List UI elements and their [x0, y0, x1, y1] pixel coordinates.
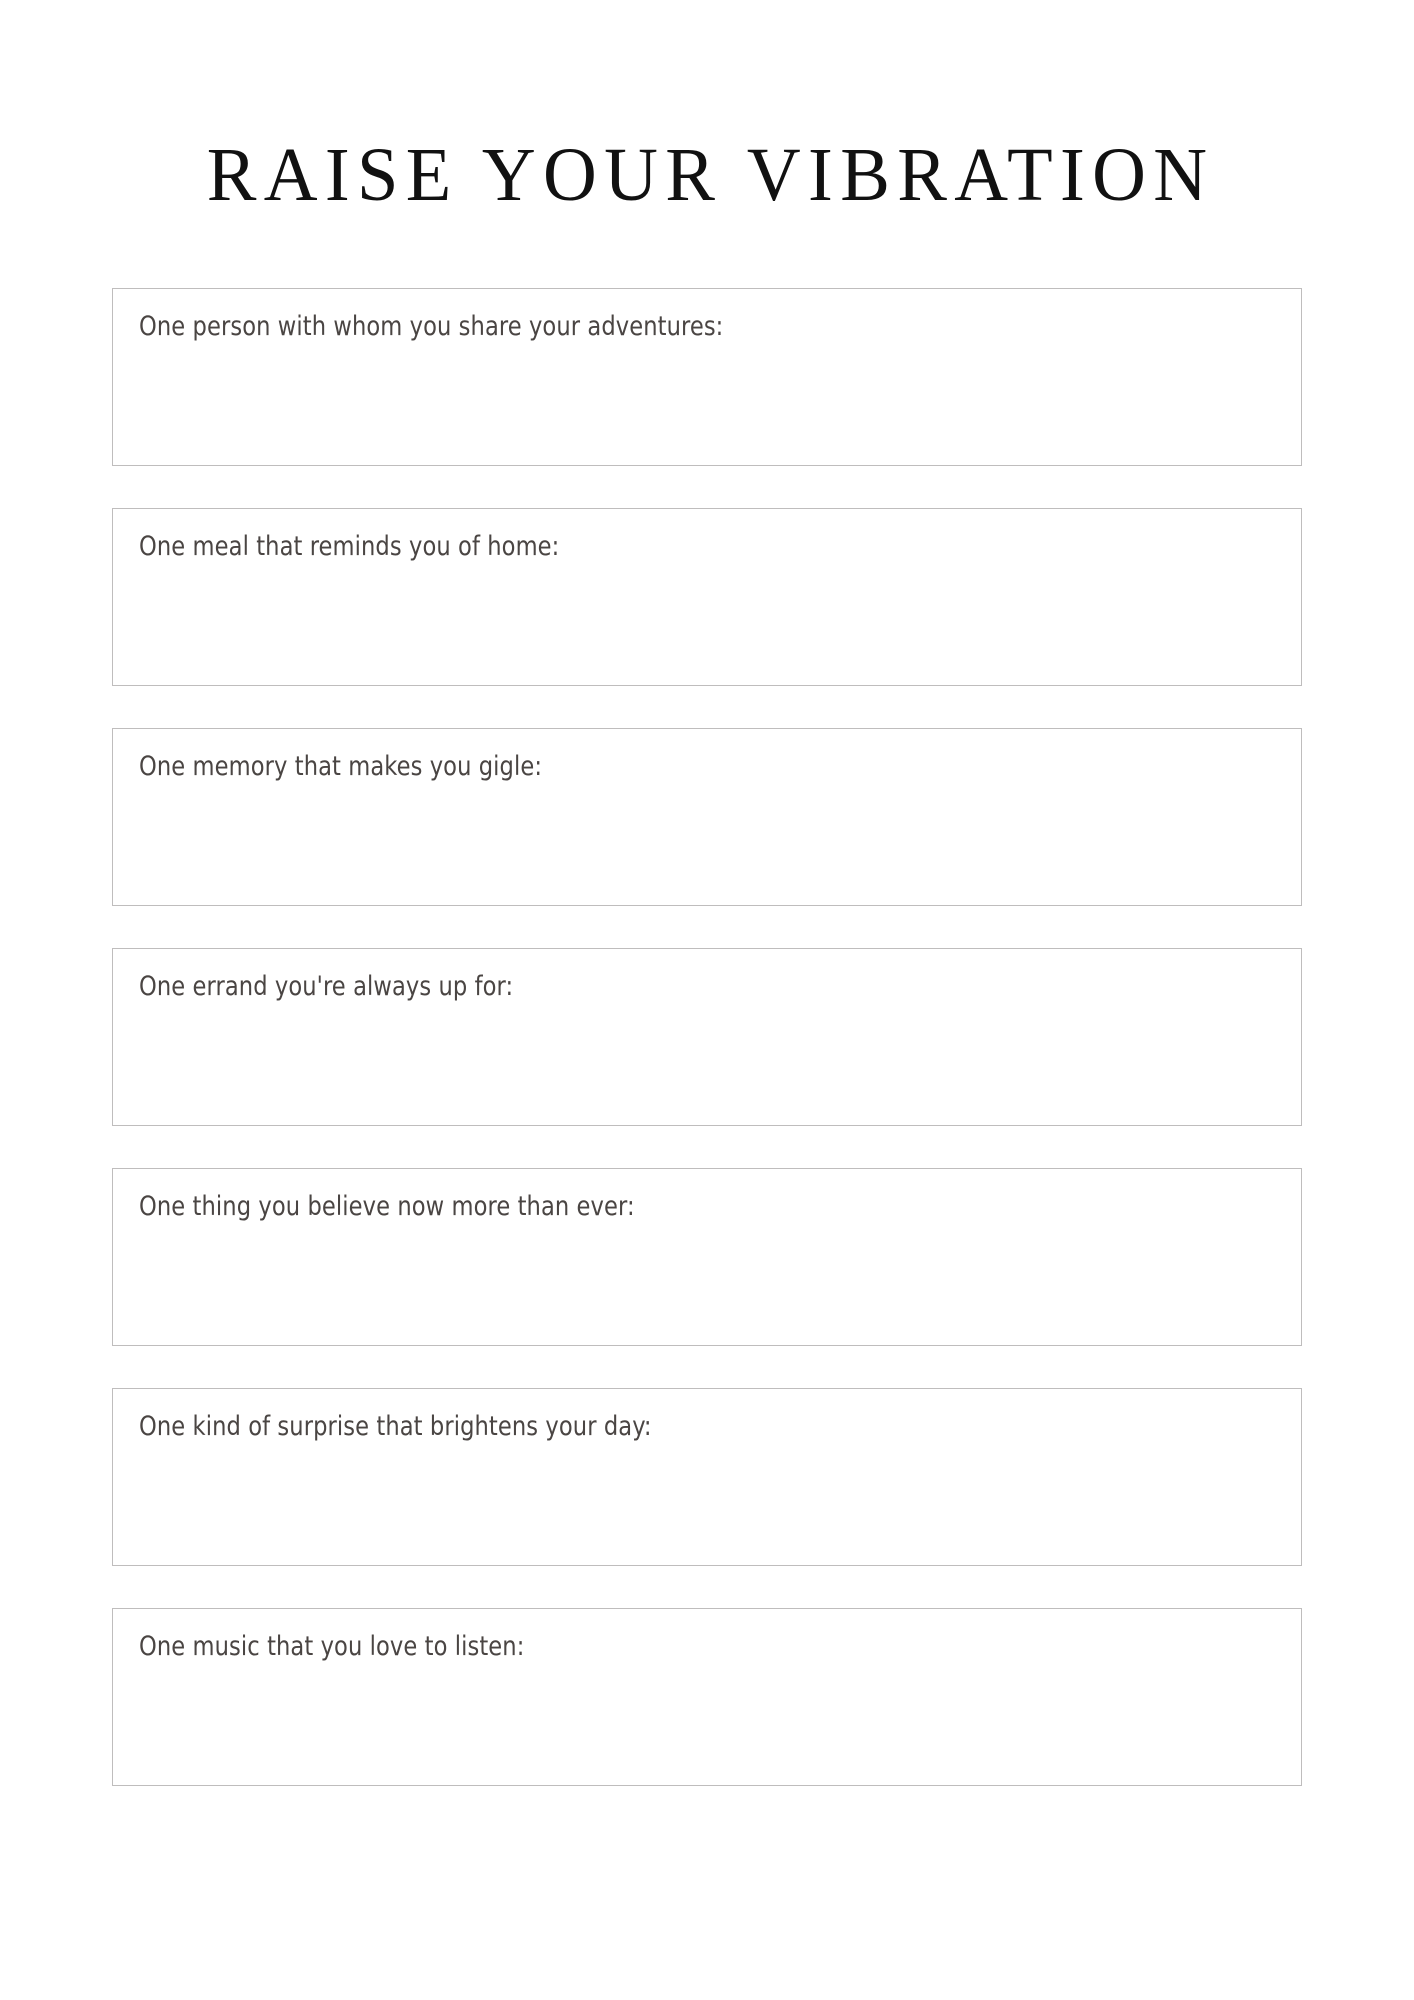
- answer-input[interactable]: [139, 1451, 1281, 1555]
- page-title-container: [0, 86, 1414, 264]
- prompt-label: One thing you believe now more than ever:: [139, 1191, 635, 1222]
- prompt-box[interactable]: [112, 728, 1302, 906]
- page-title: RAISE YOUR VIBRATION: [206, 132, 1215, 217]
- answer-input[interactable]: [139, 791, 1281, 895]
- prompt-box[interactable]: [112, 508, 1302, 686]
- prompt-box[interactable]: [112, 1168, 1302, 1346]
- prompt-label: One kind of surprise that brightens your day:: [139, 1411, 652, 1442]
- prompt-list: [112, 288, 1302, 1786]
- answer-input[interactable]: [139, 1671, 1281, 1775]
- prompt-label: One music that you love to listen:: [139, 1631, 525, 1662]
- prompt-box[interactable]: [112, 948, 1302, 1126]
- prompt-box[interactable]: [112, 288, 1302, 466]
- answer-input[interactable]: [139, 1231, 1281, 1335]
- prompt-label: One errand you're always up for:: [139, 971, 514, 1002]
- answer-input[interactable]: [139, 571, 1281, 675]
- prompt-label: One memory that makes you gigle:: [139, 751, 543, 782]
- prompt-label: One person with whom you share your adventures:: [139, 311, 724, 342]
- prompt-box[interactable]: [112, 1608, 1302, 1786]
- answer-input[interactable]: [139, 1011, 1281, 1115]
- prompt-box[interactable]: [112, 1388, 1302, 1566]
- answer-input[interactable]: [139, 351, 1281, 455]
- prompt-label: One meal that reminds you of home:: [139, 531, 560, 562]
